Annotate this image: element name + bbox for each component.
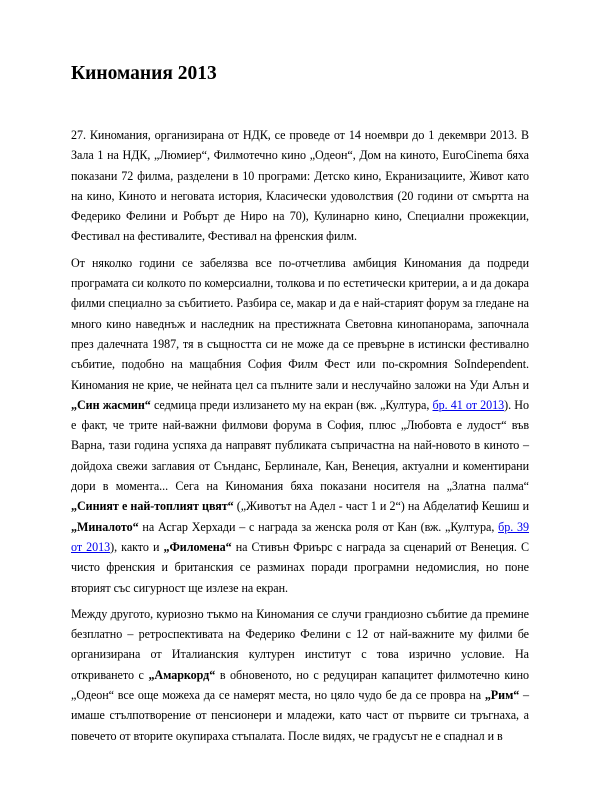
paragraph-3: Между другото, куриозно тъкмо на Киномания се случи грандиозно събитие да премине безплатно – ретроспективата на Федерико Фелини с 12 от най-важните му филми бе организирана от Италианския културен институт с това изрично условие. На откриването с „Амаркорд“ в обновеното, но с редуциран капацитет филмотечно кино „Одеон“ все още можеха да се намерят места, но цяло чудо бе да се провра на „Рим“ – имаше стълпотворение от пенсионери и младежи, като част от първите си тръгнаха, а повечето от вторите окупираха стъпалата. После видях, че градусът не е спаднал и в — [71, 606, 530, 743]
film-title-amarcord: „Амаркорд“ — [148, 667, 216, 682]
film-title-philomena: „Филомена“ — [163, 539, 232, 554]
paragraph-2: От няколко години се забелязва все по-отчетлива амбиция Киномания да подреди програмата си колкото по комерсиални, толкова и по естетически критерии, а и да докара филми специално за събитието. Разбира се, макар и да е най-старият форум за гледане на много кино наведнъж и наследник на престижната Световна кинопанорама, започнала през далечната 1987, тя в същността си не може да се превърне в истински фестивално събитие, подобно на мащабния София Филм Фест или по-скромния SoIndependent. Киномания не крие, че нейната цел са пълните зали и неслучайно заложи на Уди Алън и „Син жасмин“ седмица преди излизането му на екран (вж. „Култура, бр. 41 от 2013). Но е факт, че трите най-важни филмови форума в София, плюс „Любовта е лудост“ във Варна, тази година успяха да направят публиката съпричастна на най-новото в киното – дойдоха свежи заглавия от Сънданс, Берлинале, Кан, Венеция, актуални и коментирани дори в момента... Сега на Киномания бяха показани носителя на „Златна палма“ „Синият е най-топлият цвят“ („Животът на Адел - част 1 и 2“) на Абделатиф Кешиш и „Миналото“ на Асгар Херхади – с награда за женска роля от Кан (вж. „Култура, бр. 39 от 2013), както и „Филомена“ на Стивън Фриърс с награда за сценарий от Венеция. С чисто френския и британския се разминах поради програмни недомислия, но поне вторият със сигурност ще излезе на екран. — [71, 255, 529, 595]
page-title: Киномания 2013 — [71, 63, 217, 84]
issue-link-41[interactable]: бр. 41 от 2013 — [432, 397, 505, 412]
film-title-blue-jasmine: „Син жасмин“ — [71, 397, 151, 412]
article-body — [71, 125, 529, 752]
film-title-roma: „Рим“ — [484, 688, 520, 703]
issue-link-39[interactable]: бр. 39 от 2013 — [71, 519, 529, 554]
paragraph-1: 27. Киномания, организирана от НДК, се проведе от 14 ноември до 1 декември 2013. В Зала 1 на НДК, „Люмиер“, Филмотечно кино „Одеон“, Дом на киното, EuroCinema бяха показани 72 филма, разделени в 10 програми: Детско кино, Екранизациите, Живот като на кино, Киното и неговата история, Класически удоволствия (20 години от смъртта на Федерико Фелини и Робърт де Ниро на 70), Кулинарно кино, Специални прожекции, Фестивал на фестивалите, Фестивал на френския филм. — [71, 128, 529, 244]
film-title-blue-is-warmest: „Синият е най-топлият цвят“ — [71, 499, 234, 514]
film-title-the-past: „Миналото“ — [71, 519, 139, 534]
